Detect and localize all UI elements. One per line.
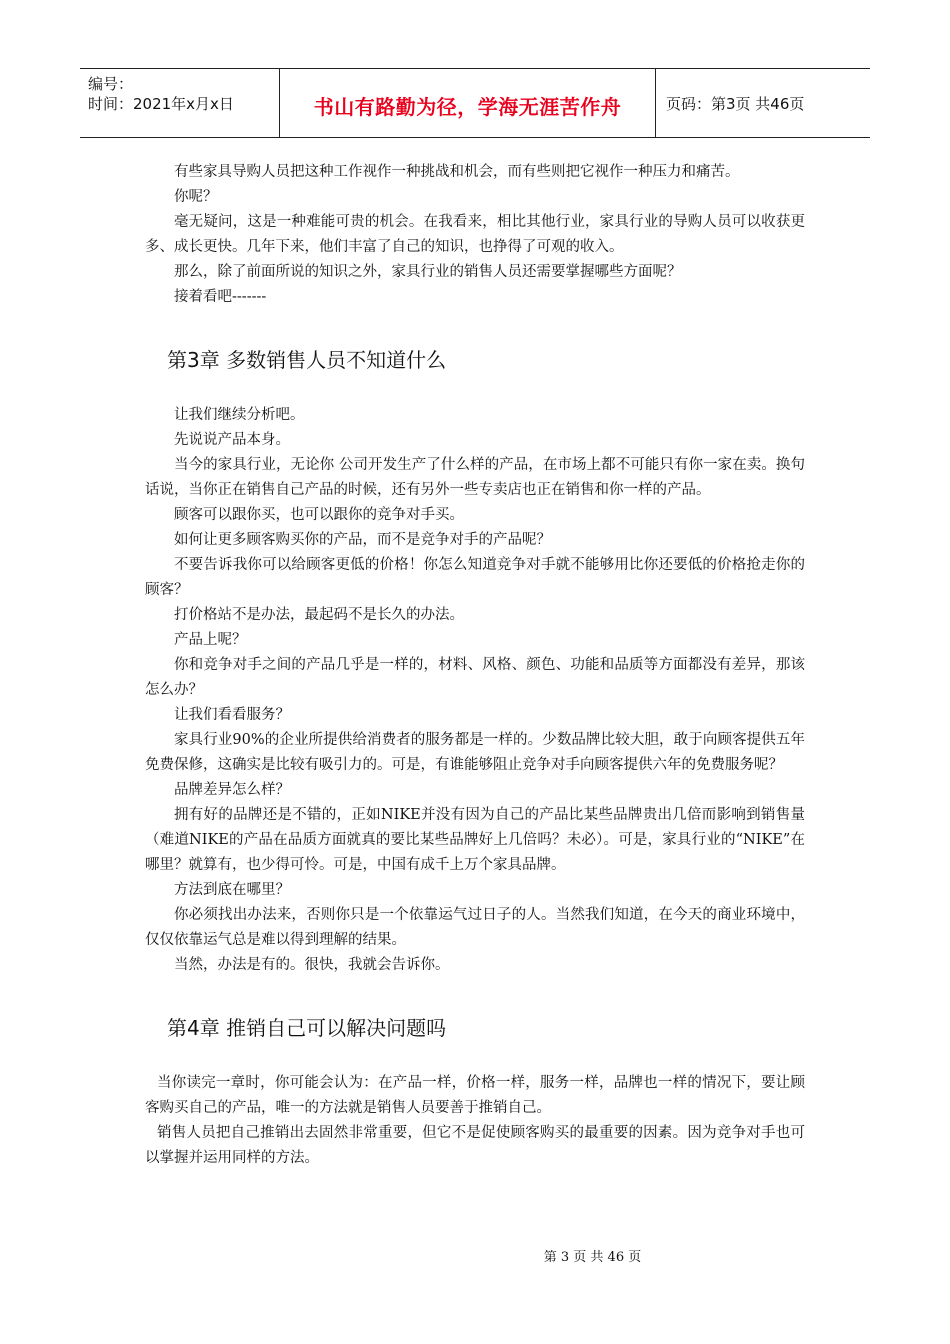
header-motto-cell bbox=[280, 69, 656, 137]
page-footer: 第 3 页 共 46 页 bbox=[543, 1250, 642, 1265]
paragraph: 毫无疑问，这是一种难能可贵的机会。在我看来，相比其他行业，家具行业的导购人员可以收获更多、成长更快。几年下来，他们丰富了自己的知识，也挣得了可观的收入。 bbox=[145, 214, 805, 255]
chapter-4-title: 第4章 推销自己可以解决问题吗 bbox=[167, 1016, 447, 1040]
paragraph: 家具行业90%的企业所提供给消费者的服务都是一样的。少数品牌比较大胆，敢于向顾客提供五年免费保修，这确实是比较有吸引力的。可是，有谁能够阻止竞争对手向顾客提供六年的免费服务呢？ bbox=[145, 732, 805, 773]
paragraph: 销售人员把自己推销出去固然非常重要，但它不是促使顾客购买的最重要的因素。因为竞争对手也可以掌握并运用同样的方法。 bbox=[145, 1125, 805, 1166]
header-page-info: 页码：第3页 共46页 bbox=[666, 95, 805, 113]
chapter-3-section bbox=[145, 344, 805, 978]
header-page-cell bbox=[656, 69, 870, 137]
chapter-4-section bbox=[145, 1012, 805, 1171]
paragraph: 如何让更多顾客购买你的产品，而不是竞争对手的产品呢？ bbox=[174, 532, 551, 548]
paragraph: 让我们看看服务？ bbox=[174, 707, 290, 723]
document-body bbox=[145, 160, 805, 1171]
paragraph: 让我们继续分析吧。 bbox=[174, 407, 305, 423]
page-header bbox=[80, 68, 870, 138]
header-motto: 书山有路勤为径，学海无涯苦作舟 bbox=[313, 95, 622, 119]
paragraph: 接着看吧------- bbox=[174, 289, 267, 305]
paragraph: 顾客可以跟你买，也可以跟你的竞争对手买。 bbox=[174, 507, 464, 523]
paragraph: 你呢？ bbox=[174, 189, 218, 205]
chapter-3-title: 第3章 多数销售人员不知道什么 bbox=[167, 348, 447, 372]
paragraph: 拥有好的品牌还是不错的，正如NIKE并没有因为自己的产品比某些品牌贵出几倍而影响到销售量（难道NIKE的产品在品质方面就真的要比某些品牌好上几倍吗？未必）。可是，家具行业的“NIKE”在哪里？就算有，也少得可怜。可是，中国有成千上万个家具品牌。 bbox=[145, 807, 805, 873]
intro-section bbox=[145, 160, 805, 310]
paragraph: 当你读完一章时，你可能会认为：在产品一样，价格一样，服务一样，品牌也一样的情况下，要让顾客购买自己的产品，唯一的方法就是销售人员要善于推销自己。 bbox=[145, 1075, 805, 1116]
paragraph: 当然，办法是有的。很快，我就会告诉你。 bbox=[174, 957, 450, 973]
time-label: 时间：2021年x月x日 bbox=[88, 95, 234, 113]
paragraph: 品牌差异怎么样？ bbox=[174, 782, 290, 798]
paragraph: 当今的家具行业，无论你 公司开发生产了什么样的产品，在市场上都不可能只有你一家在卖。换句话说，当你正在销售自己产品的时候，还有另外一些专卖店也正在销售和你一样的产品。 bbox=[145, 457, 805, 498]
paragraph: 打价格站不是办法，最起码不是长久的办法。 bbox=[174, 607, 464, 623]
paragraph: 产品上呢？ bbox=[174, 632, 247, 648]
paragraph: 你必须找出办法来，否则你只是一个依靠运气过日子的人。当然我们知道，在今天的商业环境中，仅仅依靠运气总是难以得到理解的结果。 bbox=[145, 907, 805, 948]
paragraph: 你和竞争对手之间的产品几乎是一样的，材料、风格、颜色、功能和品质等方面都没有差异，那该怎么办？ bbox=[145, 657, 805, 698]
number-label: 编号： bbox=[88, 75, 134, 93]
paragraph: 不要告诉我你可以给顾客更低的价格！你怎么知道竞争对手就不能够用比你还要低的价格抢走你的顾客？ bbox=[145, 557, 805, 598]
paragraph: 那么，除了前面所说的知识之外，家具行业的销售人员还需要掌握哪些方面呢？ bbox=[174, 264, 682, 280]
header-left-cell bbox=[80, 69, 280, 137]
paragraph: 有些家具导购人员把这种工作视作一种挑战和机会，而有些则把它视作一种压力和痛苦。 bbox=[174, 164, 740, 180]
paragraph: 方法到底在哪里？ bbox=[174, 882, 290, 898]
paragraph: 先说说产品本身。 bbox=[174, 432, 290, 448]
